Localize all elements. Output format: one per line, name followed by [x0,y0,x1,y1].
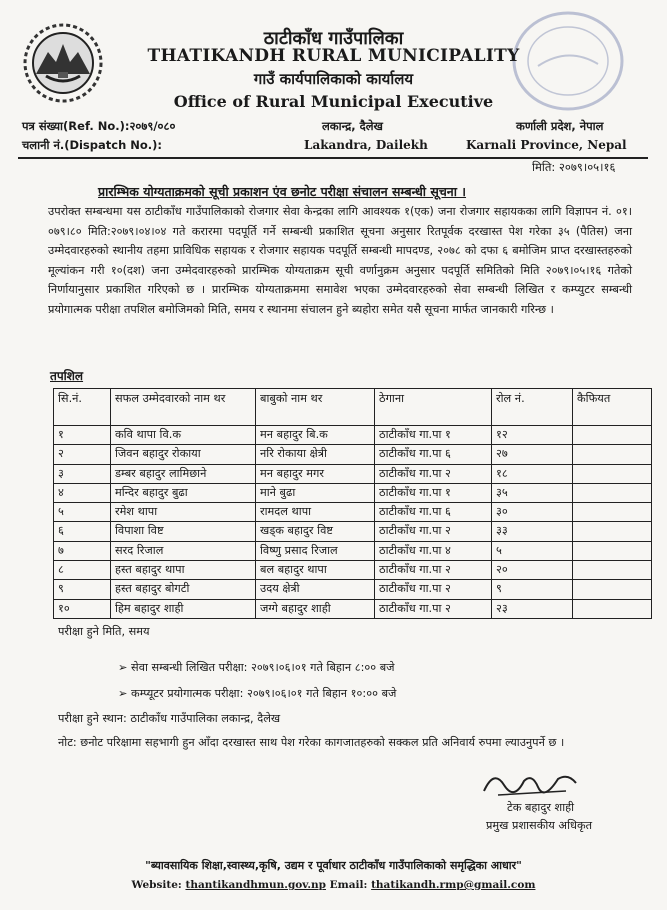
cell-remarks [573,599,652,618]
table-header-row [54,389,652,426]
cell-roll-number: १८ [492,464,573,483]
province-nepali: कर्णाली प्रदेश, नेपाल [516,119,604,133]
office-name-nepali: गाउँ कार्यपालिकाको कार्यालय [253,70,414,88]
cell-roll-number: २३ [492,599,573,618]
office-name-english: Office of Rural Municipal Executive [173,92,494,111]
cell-serial: ३ [54,464,111,483]
footer-motto: "ब्यावसायिक शिक्षा,स्वास्थ्य,कृषि, उद्यम र पूर्वाधार ठाटीकाँध गाउँपालिकाको समृद्धिका आधार" [145,859,522,872]
signatory-role: प्रमुख प्रशासकीय अधिकृत [486,819,593,832]
candidate-table [53,388,652,619]
cell-remarks [573,541,652,560]
cell-address: ठाटीकाँध गा.पा २ [375,522,492,541]
email-label: Email: [329,879,368,891]
cell-serial: ६ [54,522,111,541]
notice-title: प्रारम्भिक योग्यताक्रमको सूची प्रकाशन एंव छनोट परीक्षा संचालन सम्बन्धी सूचना । [98,184,467,199]
table-row [54,599,652,618]
cell-father-name: रामदल थापा [256,503,375,522]
table-row [54,561,652,580]
cell-address: ठाटीकाँध गा.पा २ [375,464,492,483]
cell-candidate-name: हस्त बहादुर थापा [111,561,256,580]
place-nepali: लकान्द्र, दैलेख [322,119,383,133]
cell-candidate-name: मन्दिर बहादुर बुढा [111,483,256,502]
cell-father-name: जग्गे बहादुर शाही [256,599,375,618]
col-father-name: बाबुको नाम थर [256,389,375,426]
written-exam-item: ➢ सेवा सम्बन्धी लिखित परीक्षा: २०७९।०६।०१ गते बिहान ८:०० बजे [118,661,395,674]
cell-father-name: बल बहादुर थापा [256,561,375,580]
municipality-name-nepali: ठाटीकाँध गाउँपालिका [263,28,404,49]
footer-contact [0,879,667,891]
cell-candidate-name: विपाशा विष्ट [111,522,256,541]
table-row [54,426,652,445]
col-candidate-name: सफल उम्मेदवारको नाम थर [111,389,256,426]
website-label: Website: [131,879,182,891]
place-english: Lakandra, Dailekh [304,138,428,152]
province-english: Karnali Province, Nepal [466,138,627,152]
cell-candidate-name: सरद रिजाल [111,541,256,560]
cell-serial: ८ [54,561,111,580]
cell-roll-number: २० [492,561,573,580]
cell-serial: ५ [54,503,111,522]
cell-address: ठाटीकाँध गा.पा २ [375,580,492,599]
exam-venue: परीक्षा हुने स्थान: ठाटीकाँध गाउँपालिका लकान्द्र, दैलेख [58,712,281,725]
cell-candidate-name: हस्त बहादुर बोगटी [111,580,256,599]
notice-body: उपरोक्त सम्बन्धमा यस ठाटीकाँध गाउँपालिकाको रोजगार सेवा केन्द्रका लागि आवश्यक १(एक) जना रोजगार सहायकका लागि विज्ञापन नं. ०१।०७९।८० मिति:२०७९।०४।०४ गते करारमा पदपूर्ति गर्ने सम्बन्धी प्रकाशित सूचना अनुसार रितपूर्वक दरखास्त पेश गरेका ३५ (पैतिस) जना उम्मेदवारहरुको स्थानीय तहमा प्राविधिक सहायक र रोजगार सहायक पदपूर्ति सम्बन्धी मापदण्ड, २०७८ को दफा ६ बमोजिम प्राप्त दरखास्तहरुको मूल्यांकन गरी १०(दश) जना उम्मेदवारहरुको प्रारम्भिक योग्यताक्रम सूची वर्णानुक्रम अनुसार पदपूर्ति समितिको मिति २०७९।०५।१६ गतेको निर्णायानुसार प्रकाशित गरिएको छ । प्रारम्भिक योग्यताक्रममा समावेश भएका उम्मेदवारहरुको सेवा सम्बन्धी लिखित र कम्प्युटर सम्बन्धी प्रयोगात्मक परीक्षा तपशिल बमोजिमको मिति, समय र स्थानमा संचालन हुने ब्यहोरा समेत यसै सूचना मार्फत जानकारी गरिन्छ । [48,205,632,316]
dispatch-number: चलानी नं.(Dispatch No.): [22,138,163,152]
exam-note: नोट: छनोट परिक्षामा सहभागी हुन आँदा दरखास्त साथ पेश गरेका कागजातहरुको सक्कल प्रति अनिवार्य रुपमा ल्याउनुपर्ने छ । [58,736,565,749]
col-serial: सि.नं. [54,389,111,426]
table-row [54,483,652,502]
cell-remarks [573,580,652,599]
cell-remarks [573,483,652,502]
header-divider [18,157,648,159]
col-remarks: कैफियत [573,389,652,426]
table-row [54,522,652,541]
practical-exam-item: ➢ कम्प्यूटर प्रयोगात्मक परीक्षा: २०७९।०६।०१ गते बिहान १०:०० बजे [118,687,397,700]
cell-candidate-name: जिवन बहादुर रोकाया [111,445,256,464]
cell-remarks [573,522,652,541]
cell-remarks [573,426,652,445]
cell-roll-number: ९ [492,580,573,599]
schedule-label: तपशिल [50,369,84,383]
cell-roll-number: ३० [492,503,573,522]
cell-father-name: विष्णु प्रसाद रिजाल [256,541,375,560]
notice-date: मिति: २०७९।०५।१६ [532,160,616,174]
table-row [54,580,652,599]
email-link[interactable]: thatikandh.rmp@gmail.com [371,879,536,891]
cell-serial: ७ [54,541,111,560]
cell-serial: ४ [54,483,111,502]
cell-address: ठाटीकाँध गा.पा ६ [375,503,492,522]
cell-father-name: नरि रोकाया क्षेत्री [256,445,375,464]
cell-father-name: माने बुढा [256,483,375,502]
cell-father-name: मन बहादुर बि.क [256,426,375,445]
cell-serial: ९ [54,580,111,599]
website-link[interactable]: thantikandhmun.gov.np [185,879,326,891]
cell-remarks [573,464,652,483]
cell-candidate-name: रमेश थापा [111,503,256,522]
table-row [54,464,652,483]
cell-remarks [573,561,652,580]
exam-datetime-label: परीक्षा हुने मिति, समय [58,625,150,638]
cell-father-name: उदय क्षेत्री [256,580,375,599]
cell-roll-number: ५ [492,541,573,560]
table-row [54,541,652,560]
col-address: ठेगाना [375,389,492,426]
cell-roll-number: ३५ [492,483,573,502]
cell-remarks [573,445,652,464]
cell-address: ठाटीकाँध गा.पा १ [375,483,492,502]
reference-number: पत्र संख्या(Ref. No.):२०७९/०८० [22,119,176,133]
signatory-name: टेक बहादुर शाही [507,801,575,814]
cell-roll-number: २७ [492,445,573,464]
cell-address: ठाटीकाँध गा.पा १ [375,426,492,445]
cell-father-name: खड्क बहादुर विष्ट [256,522,375,541]
cell-address: ठाटीकाँध गा.पा ६ [375,445,492,464]
cell-candidate-name: हिम बहादुर शाही [111,599,256,618]
cell-serial: २ [54,445,111,464]
cell-candidate-name: कवि थापा वि.क [111,426,256,445]
cell-remarks [573,503,652,522]
table-row [54,445,652,464]
cell-address: ठाटीकाँध गा.पा २ [375,599,492,618]
cell-roll-number: ३३ [492,522,573,541]
cell-candidate-name: डम्बर बहादुर लामिछाने [111,464,256,483]
cell-serial: १० [54,599,111,618]
col-roll-number: रोल नं. [492,389,573,426]
cell-serial: १ [54,426,111,445]
municipality-name-english: THATIKANDH RURAL MUNICIPALITY [147,46,520,66]
cell-roll-number: १२ [492,426,573,445]
cell-address: ठाटीकाँध गा.पा २ [375,561,492,580]
cell-address: ठाटीकाँध गा.पा ४ [375,541,492,560]
signature-icon [480,765,580,799]
table-row [54,503,652,522]
cell-father-name: मन बहादुर मगर [256,464,375,483]
